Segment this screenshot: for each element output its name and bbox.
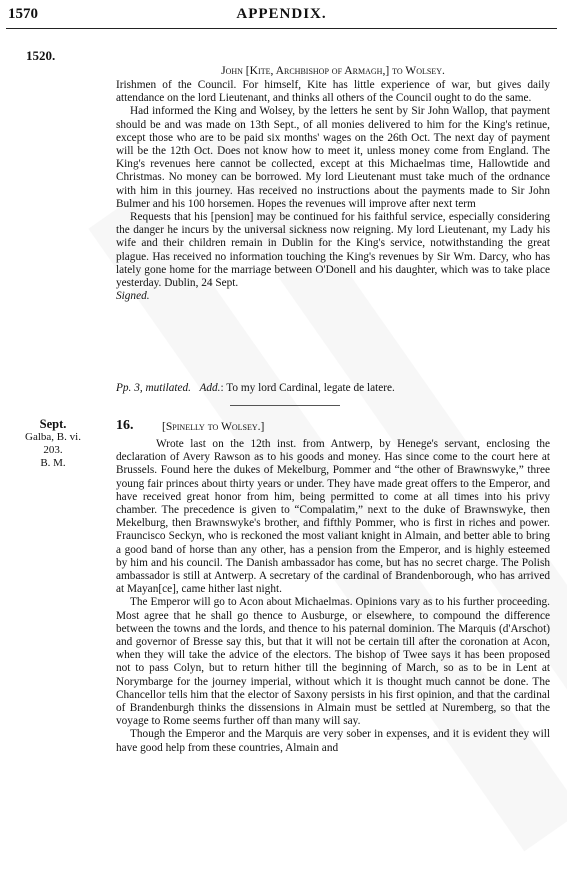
- entry2-paragraph: Wrote last on the 12th inst. from Antwerp, by Henege's servant, enclosing the declaration of Avery Rawson as to his goods and money. Has since come to the court here at Brussels. Found here the dukes of Mekelburg, Pommer and “the other of Brawnswyke,” three young fair princes about thirty years or under. They have made great offers to the Emperor, and have received great honor from him, being permitted to come at all times into his privy chamber. The precedence is given to “Compalatim,” next to the duke of Brawnswyke, then Mekelburg, then Brawnswyke's brother, and fifthly Pommer, who is first in riches and power. Frauncisco Seckyn, who is reckoned the most valiant knight in Almain, and better able to bring a good band of horse than any other, has a pension from the Emperor, and is highly esteemed by him and his council. The Danish ambassador has come, but has no secret charge. The Polish ambassador is still at Antwerp. A secretary of the cardinal of Brandenborough, who has arrived at Mayan[ce], came hither last night.: [116, 438, 550, 596]
- section-divider: [230, 405, 340, 406]
- entry2-number: 16.: [116, 418, 134, 433]
- page-header: [8, 6, 555, 28]
- entry2-body: [116, 438, 550, 755]
- signed-note: Signed.: [116, 290, 150, 303]
- entry2-paragraph: The Emperor will go to Acon about Michaelmas. Opinions vary as to his further proceeding. Most agree that he shall go thence to Ausburge, or elsewhere, to compound the difference between the towns and the lords, and thence to his paternal dominion. The Marquis (d'Arschot) and governor of Bresse say this, but that it will not be certain till after the coronation at Acon, when they will take the advice of the electors. The bishop of Twee says it has been proposed not to pass Colyn, but to return hither till the beginning of March, so as to be in Lent at Norymbarge for the journey imperial, without which it is thought much cannot be done. The Chancellor tells him that the elector of Saxony persists in his first opinion, and that the cardinal of Brandenburgh thinks the dissensions in Almain must be settled at Nuremberg, so that the voyage to Rome seems further off than many will say.: [116, 596, 550, 728]
- entry1-paragraph: [116, 211, 550, 290]
- entry1-meta: [116, 382, 550, 394]
- entry2-paragraph: Though the Emperor and the Marquis are very sober in expenses, and it is evident they will have good help from these countries, Almain and: [116, 728, 550, 754]
- entry1-body: [116, 79, 550, 303]
- entry1-paragraph: Irishmen of the Council. For himself, Kite has little experience of war, but gives daily attendance on the lord Lieutenant, and thinks all others of the Council ought to do the same.: [116, 79, 550, 105]
- header-rule: [6, 28, 557, 29]
- running-head: APPENDIX.: [236, 6, 327, 22]
- entry2-source: Galba, B. vi.: [25, 431, 81, 443]
- entry2-source-folio: 203.: [43, 444, 63, 456]
- page-number: 1570: [8, 6, 38, 22]
- meta-pages: Pp. 3, mutilated.: [116, 382, 191, 394]
- entry1-signed: [116, 290, 550, 303]
- entry2-title: [Spinelly to Wolsey.]: [162, 420, 265, 433]
- meta-add-label: Add.: [199, 382, 221, 394]
- entry1-paragraph-text: Requests that his [pension] may be continued for his faithful service, especially considering the danger he incurs by the universal sickness now reigning. My lord Lieutenant, my Lady his wife and their children remain in Dublin for the King's service, notwithstanding the great plague. Has received no information touching the King's revenues by Sir Wm. Darcy, who has lately gone home for the marriage between O'Donell and his daughter, which was to take place yesterday. Dublin, 24 Sept.: [116, 211, 550, 290]
- year-marker: 1520.: [26, 48, 56, 63]
- entry2-source-repo: B. M.: [40, 457, 66, 469]
- entry1-paragraph: Had informed the King and Wolsey, by the letters he sent by Sir John Wallop, that payment should be and was made on 13th Sept., of all monies delivered to him for the King's retinue, except those who are to be paid six months' wages on the 26th Oct. The next day of payment will be the 12th Oct. Does not know how to meet it, unless money come from England. The King's revenues here cannot be collected, except at this Michaelmas time, Hallowtide and Christmas. No money can be borrowed. My lord Lieutenant must take much of the ordnance with him in this journey. Has received no instructions about the payments made to Sir John Bulmer and his 100 horsemen. Hopes the revenues will improve after next term: [116, 105, 550, 210]
- entry2-month: Sept.: [39, 417, 67, 431]
- entry2-sidenote: [18, 418, 88, 470]
- meta-address: : To my lord Cardinal, legate de latere.: [220, 382, 395, 394]
- entry1-title: John [Kite, Archbishop of Armagh,] to Wolsey.: [221, 64, 445, 77]
